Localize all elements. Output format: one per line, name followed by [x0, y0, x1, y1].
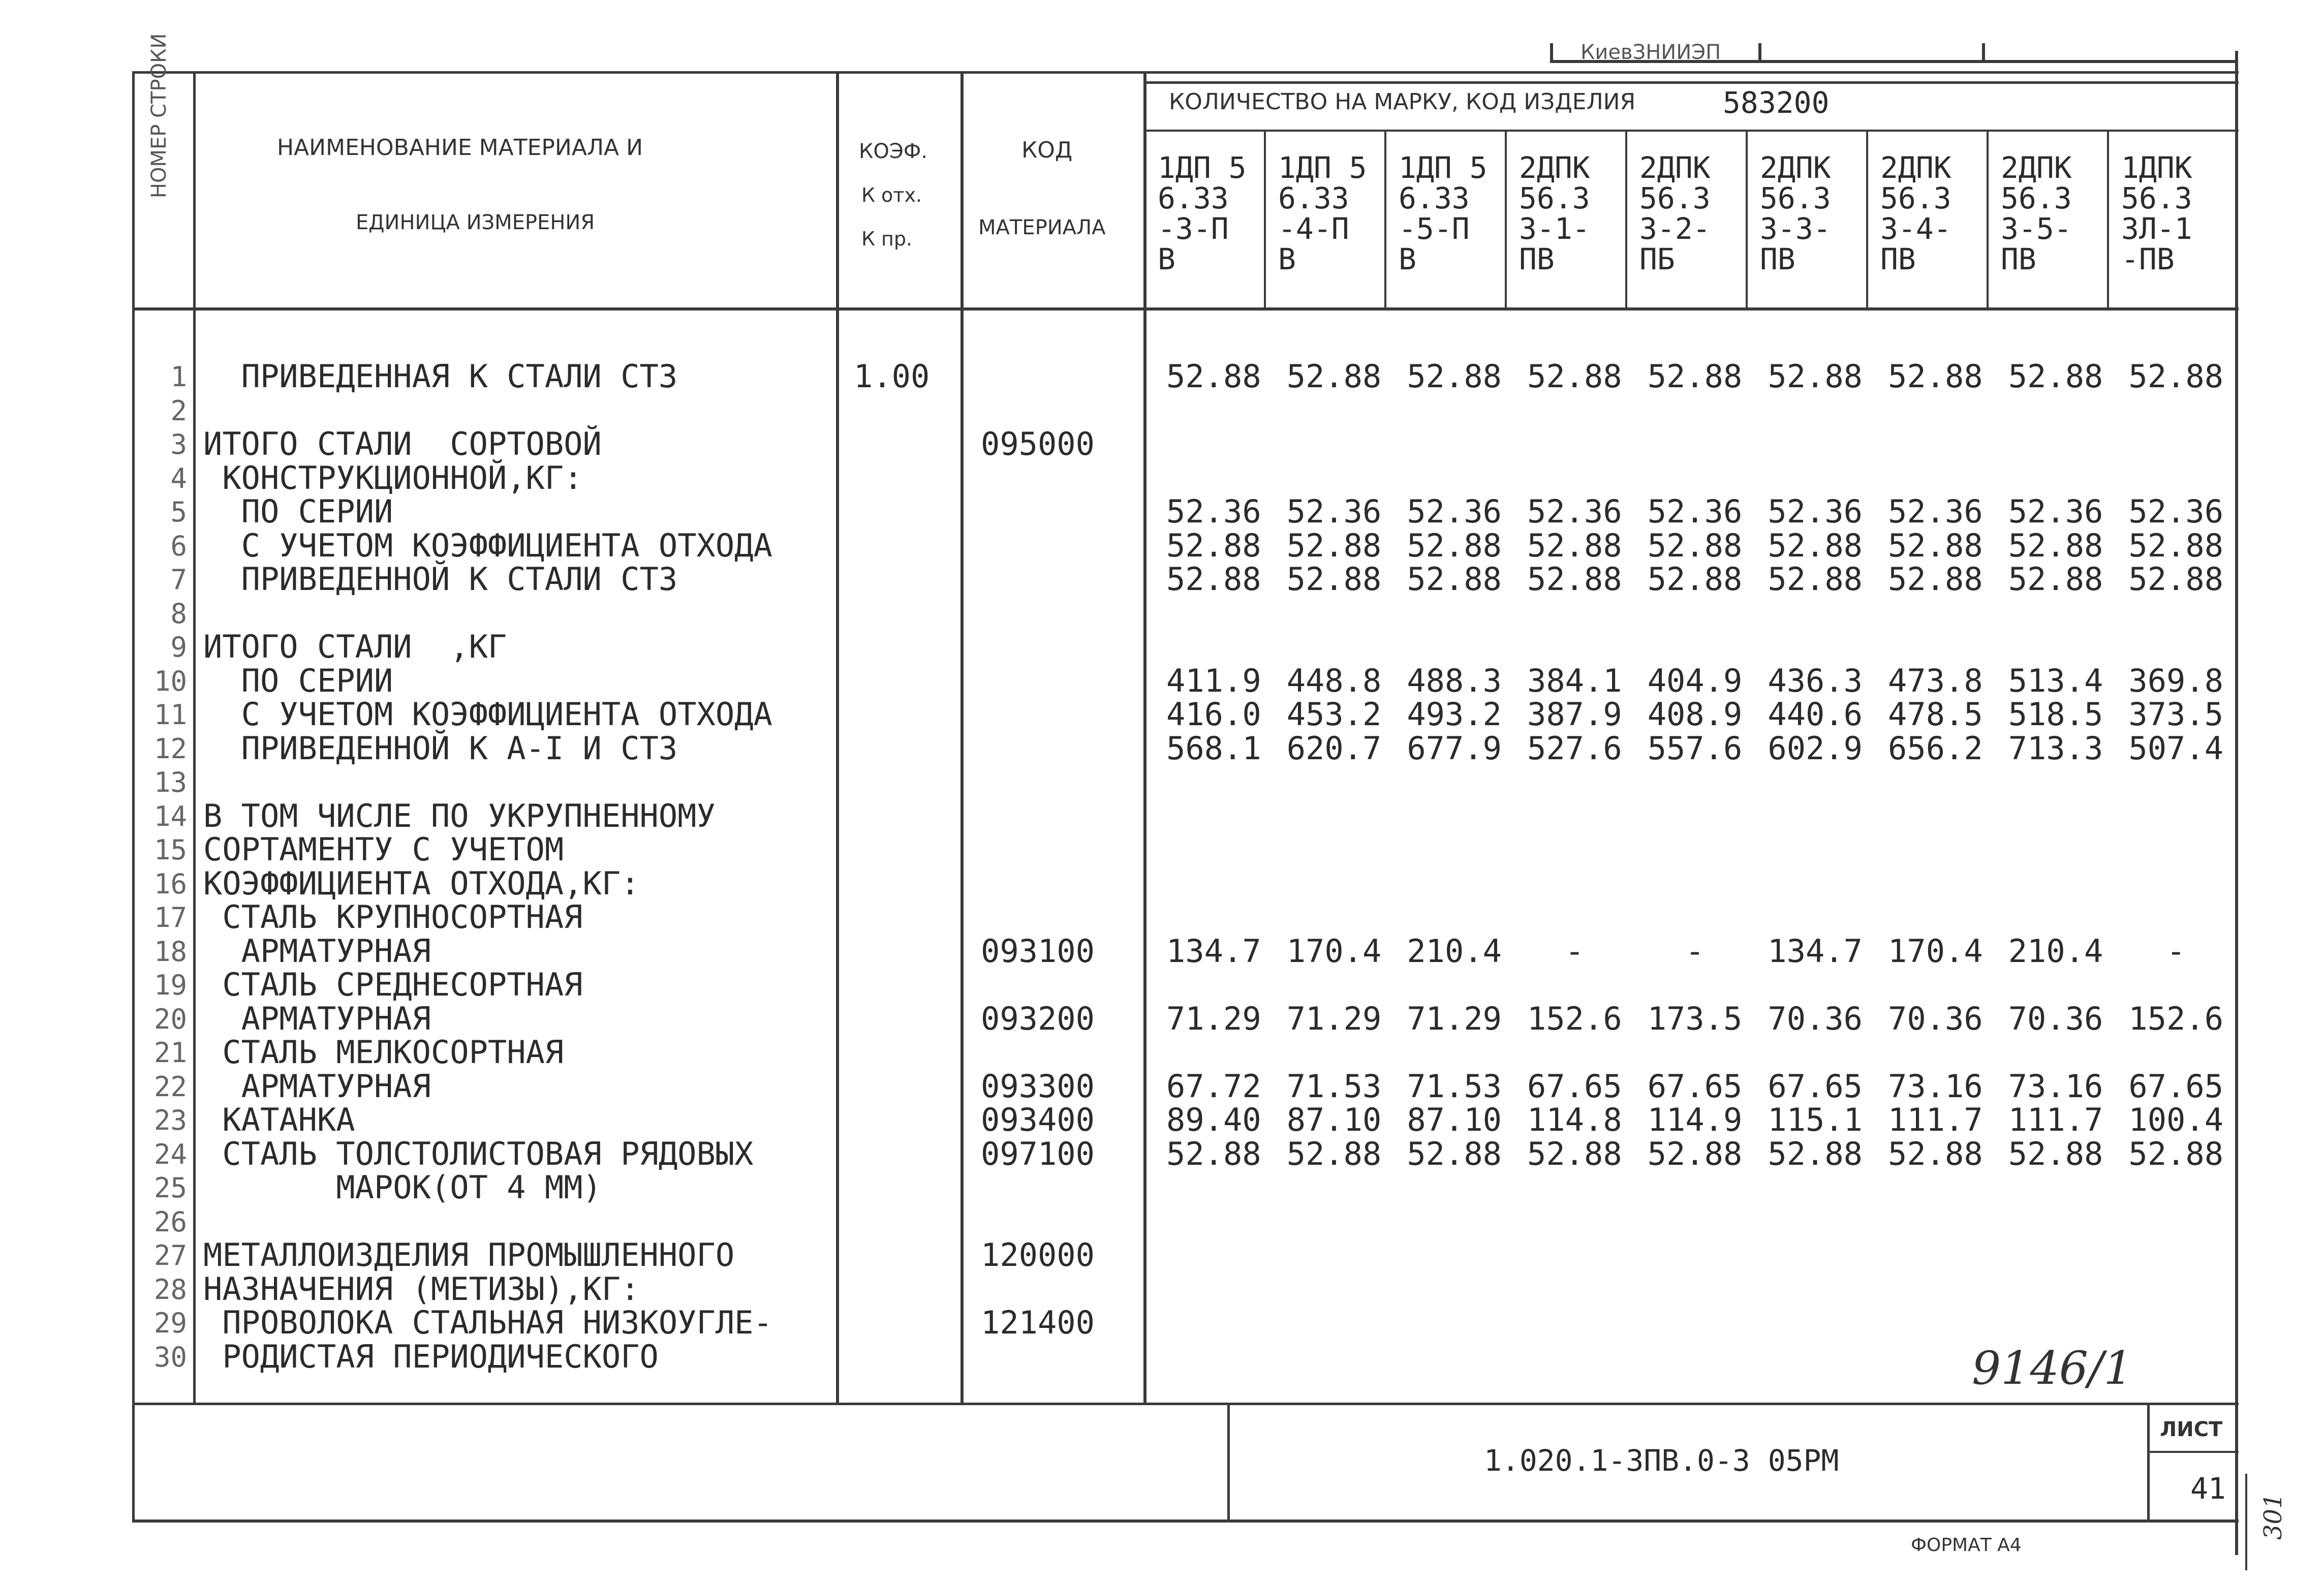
row-code: 093200	[981, 1000, 1095, 1037]
row-values	[1154, 730, 2236, 767]
row-value-cell: 111.7	[2008, 1101, 2103, 1138]
row-value-cell: 71.53	[1407, 1068, 1502, 1105]
row-number: 15	[153, 834, 187, 866]
row-number: 22	[153, 1071, 187, 1103]
row-value-cell: 52.36	[1407, 493, 1502, 530]
row-value-cell: 518.5	[2008, 696, 2103, 733]
row-value-cell: 448.8	[1286, 662, 1382, 699]
row-values	[1154, 696, 2236, 733]
row-value-cell: -	[1565, 933, 1585, 970]
row-value-cell: 52.88	[1768, 561, 1863, 598]
row-number: 14	[153, 800, 187, 832]
row-number: 2	[170, 395, 187, 427]
row-number-label: НОМЕР СТРОКИ	[147, 33, 171, 198]
row-values	[1154, 1000, 2236, 1037]
row-values	[1154, 1135, 2236, 1172]
row-number: 11	[153, 699, 187, 731]
column-header-5: 2ДПК 56.3 3-2- ПБ	[1639, 150, 1711, 276]
row-code: 093300	[981, 1068, 1095, 1105]
row-text: ПРИВЕДЕННАЯ К СТАЛИ СТЗ	[203, 358, 678, 395]
row-value-cell: 416.0	[1166, 696, 1261, 733]
koef-header-line1: КОЭФ.	[859, 140, 927, 163]
row-value-cell: 513.4	[2008, 662, 2103, 699]
row-text: НАЗНАЧЕНИЯ (МЕТИЗЫ),КГ:	[203, 1270, 640, 1308]
row-value-cell: 52.88	[1647, 1135, 1743, 1172]
column-header-7: 2ДПК 56.3 3-4- ПВ	[1880, 150, 1951, 276]
row-value-cell: 52.88	[2008, 1135, 2103, 1172]
row-value-cell: 134.7	[1166, 933, 1261, 970]
row-value-cell: 100.4	[2128, 1101, 2224, 1138]
row-value-cell: 111.7	[1888, 1101, 1983, 1138]
row-value-cell: 210.4	[1407, 933, 1502, 970]
koef-header-line2: К отх.	[861, 184, 922, 206]
sheet-label: ЛИСТ	[2160, 1418, 2223, 1441]
row-value-cell: 527.6	[1527, 730, 1622, 767]
row-value-cell: 52.88	[1407, 527, 1502, 564]
row-value-cell: 114.8	[1527, 1101, 1622, 1138]
row-value-cell: 52.88	[2008, 561, 2103, 598]
row-code: 093100	[981, 933, 1095, 970]
row-values	[1154, 1068, 2236, 1105]
row-number: 6	[170, 530, 187, 562]
row-value-cell: 52.36	[1888, 493, 1983, 530]
row-value-cell: 384.1	[1527, 662, 1622, 699]
row-value-cell: 71.29	[1166, 1000, 1261, 1037]
code-header-line1: КОД	[1021, 137, 1073, 163]
row-values	[1154, 527, 2236, 564]
row-number: 19	[153, 969, 187, 1001]
row-value-cell: 52.88	[1166, 561, 1261, 598]
row-number: 18	[153, 936, 187, 968]
row-values	[1154, 1101, 2236, 1138]
row-value-cell: 67.65	[1647, 1068, 1743, 1105]
row-value-cell: 488.3	[1407, 662, 1502, 699]
code-header-line2: МАТЕРИАЛА	[978, 216, 1106, 239]
row-value-cell: 440.6	[1768, 696, 1863, 733]
row-value-cell: 152.6	[2128, 1000, 2224, 1037]
row-text: ИТОГО СТАЛИ СОРТОВОЙ	[203, 425, 602, 462]
row-value-cell: 52.88	[1166, 1135, 1261, 1172]
row-text: ПРОВОЛОКА СТАЛЬНАЯ НИЗКОУГЛЕ-	[203, 1304, 772, 1341]
row-text: С УЧЕТОМ КОЭФФИЦИЕНТА ОТХОДА	[203, 696, 772, 733]
row-number: 27	[153, 1239, 187, 1271]
row-text: АРМАТУРНАЯ	[203, 933, 431, 970]
row-value-cell: 52.88	[1647, 527, 1743, 564]
row-value-cell: 52.88	[2128, 358, 2224, 395]
row-number: 3	[170, 428, 187, 460]
row-value-cell: 70.36	[2008, 1000, 2103, 1037]
row-value-cell: 67.65	[1527, 1068, 1622, 1105]
row-value-cell: -	[1685, 933, 1705, 970]
row-number: 25	[153, 1172, 187, 1204]
row-code: 097100	[981, 1135, 1095, 1172]
row-value-cell: 453.2	[1286, 696, 1382, 733]
row-text: СТАЛЬ МЕЛКОСОРТНАЯ	[203, 1034, 564, 1071]
row-value-cell: 478.5	[1888, 696, 1983, 733]
row-number: 8	[170, 598, 187, 630]
row-number: 26	[153, 1206, 187, 1238]
row-value-cell: 52.36	[1166, 493, 1261, 530]
row-text: МЕТАЛЛОИЗДЕЛИЯ ПРОМЫШЛЕННОГО	[203, 1236, 735, 1274]
row-text: КОЭФФИЦИЕНТА ОТХОДА,КГ:	[203, 865, 640, 902]
row-koef: 1.00	[854, 358, 930, 395]
row-value-cell: 411.9	[1166, 662, 1261, 699]
column-header-1: 1ДП 5 6.33 -3-П В	[1158, 150, 1247, 276]
row-number: 7	[170, 564, 187, 596]
product-code: 583200	[1723, 85, 1830, 120]
row-value-cell: 656.2	[1888, 730, 1983, 767]
row-text: ПРИВЕДЕННОЙ К СТАЛИ СТЗ	[203, 561, 678, 598]
row-values	[1154, 493, 2236, 530]
row-value-cell: 557.6	[1647, 730, 1743, 767]
row-text: В ТОМ ЧИСЛЕ ПО УКРУПНЕННОМУ	[203, 797, 716, 834]
row-value-cell: 67.72	[1166, 1068, 1261, 1105]
row-value-cell: 52.36	[1286, 493, 1382, 530]
column-header-8: 2ДПК 56.3 3-5- ПВ	[2001, 150, 2072, 276]
row-number: 12	[153, 733, 187, 765]
row-value-cell: 210.4	[2008, 933, 2103, 970]
row-value-cell: 70.36	[1768, 1000, 1863, 1037]
row-code: 093400	[981, 1101, 1095, 1138]
row-value-cell: 71.29	[1286, 1000, 1382, 1037]
row-value-cell: 52.88	[1888, 358, 1983, 395]
row-values	[1154, 358, 2236, 395]
row-value-cell: 52.88	[1768, 1135, 1863, 1172]
row-value-cell: 373.5	[2128, 696, 2224, 733]
row-value-cell: 52.88	[1888, 1135, 1983, 1172]
row-text: КОНСТРУКЦИОННОЙ,КГ:	[203, 459, 583, 497]
row-value-cell: 52.88	[1286, 358, 1382, 395]
row-value-cell: 52.88	[1407, 1135, 1502, 1172]
row-value-cell: 52.88	[2008, 527, 2103, 564]
row-values	[1154, 561, 2236, 598]
row-value-cell: 52.88	[1166, 527, 1261, 564]
row-value-cell: 713.3	[2008, 730, 2103, 767]
row-value-cell: 620.7	[1286, 730, 1382, 767]
row-value-cell: 71.29	[1407, 1000, 1502, 1037]
row-code: 120000	[981, 1236, 1095, 1274]
row-number: 10	[153, 665, 187, 697]
row-text: СТАЛЬ ТОЛСТОЛИСТОВАЯ РЯДОВЫХ	[203, 1135, 754, 1172]
row-value-cell: 52.36	[1527, 493, 1622, 530]
row-text: СТАЛЬ КРУПНОСОРТНАЯ	[203, 898, 583, 936]
row-text: ИТОГО СТАЛИ ,КГ	[203, 628, 507, 665]
document-code: 1.020.1-3ПВ.0-3 05РМ	[1484, 1443, 1839, 1478]
handwritten-note: 9146/1	[1972, 1342, 2133, 1395]
row-value-cell: 52.88	[1527, 358, 1622, 395]
row-number: 9	[170, 631, 187, 663]
row-value-cell: 67.65	[2128, 1068, 2224, 1105]
koef-header-line3: К пр.	[861, 228, 913, 250]
sheet-number: 41	[2190, 1471, 2226, 1506]
row-value-cell: 52.36	[1647, 493, 1743, 530]
row-value-cell: 568.1	[1166, 730, 1261, 767]
row-value-cell: 87.10	[1286, 1101, 1382, 1138]
row-value-cell: 387.9	[1527, 696, 1622, 733]
row-value-cell: 52.88	[1647, 561, 1743, 598]
row-number: 13	[153, 766, 187, 798]
row-value-cell: 52.88	[1768, 358, 1863, 395]
row-value-cell: 52.88	[1527, 527, 1622, 564]
row-value-cell: 52.88	[2128, 1135, 2224, 1172]
row-value-cell: 173.5	[1647, 1000, 1743, 1037]
row-value-cell: 52.88	[1166, 358, 1261, 395]
row-value-cell: 369.8	[2128, 662, 2224, 699]
row-text: РОДИСТАЯ ПЕРИОДИЧЕСКОГО	[203, 1338, 659, 1375]
row-number: 5	[170, 496, 187, 528]
row-text: СОРТАМЕНТУ С УЧЕТОМ	[203, 831, 564, 868]
row-values	[1154, 662, 2236, 699]
row-number: 17	[153, 902, 187, 934]
row-text: МАРОК(ОТ 4 ММ)	[203, 1169, 602, 1206]
row-number: 29	[153, 1307, 187, 1339]
row-code: 095000	[981, 425, 1095, 462]
row-value-cell: 52.88	[1286, 1135, 1382, 1172]
row-number: 1	[170, 361, 187, 393]
row-text: АРМАТУРНАЯ	[203, 1068, 431, 1105]
row-value-cell: 71.53	[1286, 1068, 1382, 1105]
row-value-cell: 52.88	[1888, 527, 1983, 564]
row-value-cell: 115.1	[1768, 1101, 1863, 1138]
row-value-cell: 677.9	[1407, 730, 1502, 767]
row-value-cell: 52.88	[1286, 527, 1382, 564]
column-header-9: 1ДПК 56.3 3Л-1 -ПВ	[2121, 150, 2192, 276]
row-value-cell: 52.88	[1768, 527, 1863, 564]
row-value-cell: 52.36	[1768, 493, 1863, 530]
row-value-cell: 408.9	[1647, 696, 1743, 733]
row-text: ПРИВЕДЕННОЙ К А-I И СТЗ	[203, 730, 678, 767]
row-value-cell: -	[2166, 933, 2186, 970]
row-value-cell: 52.88	[1647, 358, 1743, 395]
row-number: 4	[170, 462, 187, 494]
row-number: 28	[153, 1274, 187, 1306]
row-value-cell: 52.88	[1888, 561, 1983, 598]
row-value-cell: 73.16	[2008, 1068, 2103, 1105]
row-text: С УЧЕТОМ КОЭФФИЦИЕНТА ОТХОДА	[203, 527, 772, 564]
row-value-cell: 404.9	[1647, 662, 1743, 699]
quantity-label: КОЛИЧЕСТВО НА МАРКУ, КОД ИЗДЕЛИЯ	[1169, 89, 1636, 115]
row-text: ПО СЕРИИ	[203, 493, 393, 530]
row-text: АРМАТУРНАЯ	[203, 1000, 431, 1037]
row-value-cell: 52.88	[2128, 527, 2224, 564]
row-value-cell: 507.4	[2128, 730, 2224, 767]
row-value-cell: 493.2	[1407, 696, 1502, 733]
row-value-cell: 52.88	[1286, 561, 1382, 598]
row-value-cell: 67.65	[1768, 1068, 1863, 1105]
column-header-4: 2ДПК 56.3 3-1- ПВ	[1519, 150, 1590, 276]
row-text: ПО СЕРИИ	[203, 662, 393, 699]
row-value-cell: 602.9	[1768, 730, 1863, 767]
row-value-cell: 73.16	[1888, 1068, 1983, 1105]
row-number: 21	[153, 1037, 187, 1069]
row-value-cell: 52.88	[1527, 561, 1622, 598]
stamp-org: КиевЗНИИЭП	[1581, 41, 1721, 64]
column-header-6: 2ДПК 56.3 3-3- ПВ	[1760, 150, 1831, 276]
row-code: 121400	[981, 1304, 1095, 1341]
row-value-cell: 114.9	[1647, 1101, 1743, 1138]
row-value-cell: 52.88	[1407, 358, 1502, 395]
row-value-cell: 52.36	[2128, 493, 2224, 530]
row-value-cell: 52.88	[1527, 1135, 1622, 1172]
row-text: СТАЛЬ СРЕДНЕСОРТНАЯ	[203, 966, 583, 1003]
row-value-cell: 152.6	[1527, 1000, 1622, 1037]
side-mark: 301	[2259, 1493, 2287, 1540]
row-value-cell: 170.4	[1286, 933, 1382, 970]
row-number: 24	[153, 1138, 187, 1170]
row-value-cell: 52.36	[2008, 493, 2103, 530]
format-label: ФОРМАТ А4	[1911, 1535, 2022, 1556]
column-header-3: 1ДП 5 6.33 -5-П В	[1399, 150, 1488, 276]
row-value-cell: 170.4	[1888, 933, 1983, 970]
name-header-line1: НАИМЕНОВАНИЕ МАТЕРИАЛА И	[277, 135, 643, 161]
row-value-cell: 52.88	[2128, 561, 2224, 598]
row-value-cell: 52.88	[2008, 358, 2103, 395]
row-number: 20	[153, 1003, 187, 1035]
row-value-cell: 134.7	[1768, 933, 1863, 970]
row-value-cell: 89.40	[1166, 1101, 1261, 1138]
column-header-2: 1ДП 5 6.33 -4-П В	[1278, 150, 1367, 276]
row-number: 30	[153, 1341, 187, 1373]
row-number: 16	[153, 868, 187, 900]
row-value-cell: 436.3	[1768, 662, 1863, 699]
row-value-cell: 473.8	[1888, 662, 1983, 699]
row-value-cell: 52.88	[1407, 561, 1502, 598]
name-header-line2: ЕДИНИЦА ИЗМЕРЕНИЯ	[356, 211, 595, 234]
row-number: 23	[153, 1104, 187, 1136]
row-values	[1154, 933, 2236, 970]
row-value-cell: 70.36	[1888, 1000, 1983, 1037]
row-text: КАТАНКА	[203, 1101, 355, 1138]
row-value-cell: 87.10	[1407, 1101, 1502, 1138]
